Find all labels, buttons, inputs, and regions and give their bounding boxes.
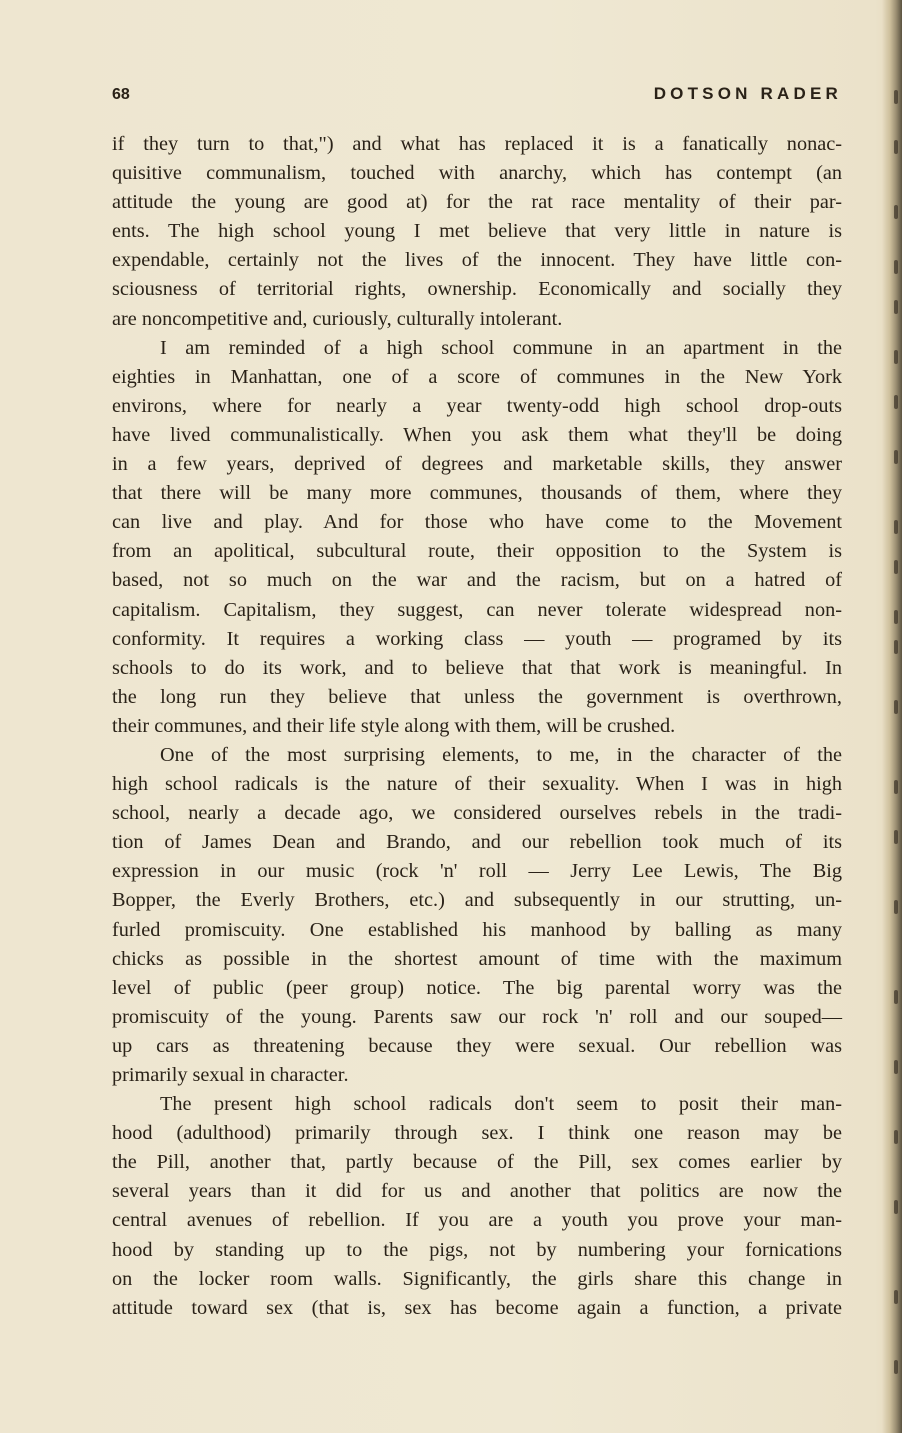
text-line: hood by standing up to the pigs, not by numbering your fornications [112, 1238, 842, 1261]
text-line: eighties in Manhattan, one of a score of communes in the New York [112, 365, 842, 388]
text-line: chicks as possible in the shortest amount of time with the maximum [112, 947, 842, 970]
text-line: conformity. It requires a working class — youth — programed by its [112, 627, 842, 650]
edge-mark [894, 260, 898, 274]
text-line: have lived communalistically. When you ask them what they'll be doing [112, 423, 842, 446]
text-line: ents. The high school young I met believe that very little in nature is [112, 220, 842, 243]
page-number: 68 [112, 86, 130, 103]
edge-mark [894, 205, 898, 219]
text-line: furled promiscuity. One established his manhood by balling as many [112, 918, 842, 941]
text-line: school, nearly a decade ago, we considered ourselves rebels in the tradi- [112, 802, 842, 825]
text-line: hood (adulthood) primarily through sex. I think one reason may be [112, 1122, 842, 1145]
text-line: can live and play. And for those who have come to the Movement [112, 511, 842, 534]
edge-mark [894, 450, 898, 464]
edge-mark [894, 610, 898, 624]
text-line: that there will be many more communes, thousands of them, where they [112, 482, 842, 505]
edge-mark [894, 1060, 898, 1074]
text-line: the long run they believe that unless the government is overthrown, [112, 685, 842, 708]
edge-mark [894, 395, 898, 409]
page-edge-shadow [882, 0, 902, 1433]
edge-mark [894, 1130, 898, 1144]
edge-mark [894, 830, 898, 844]
text-line: expression in our music (rock 'n' roll — Jerry Lee Lewis, The Big [112, 860, 842, 883]
text-line: promiscuity of the young. Parents saw our rock 'n' roll and our souped— [112, 1005, 842, 1028]
text-line: up cars as threatening because they were sexual. Our rebellion was [112, 1034, 842, 1057]
text-line: central avenues of rebellion. If you are a youth you prove your man- [112, 1209, 842, 1232]
text-line: The present high school radicals don't seem to posit their man- [160, 1093, 842, 1116]
page-header [112, 84, 842, 108]
edge-mark [894, 1200, 898, 1214]
edge-mark [894, 990, 898, 1004]
text-line: expendable, certainly not the lives of the innocent. They have little con- [112, 249, 842, 272]
edge-mark [894, 1290, 898, 1304]
text-line: from an apolitical, subcultural route, their opposition to the System is [112, 540, 842, 563]
text-line: are noncompetitive and, curiously, culturally intolerant. [112, 307, 563, 330]
text-line: schools to do its work, and to believe that that work is meaningful. In [112, 656, 842, 679]
text-line: sciousness of territorial rights, ownership. Economically and socially they [112, 278, 842, 301]
text-line: the Pill, another that, partly because of the Pill, sex comes earlier by [112, 1151, 842, 1174]
text-line: One of the most surprising elements, to me, in the character of the [160, 743, 842, 766]
edge-mark [894, 520, 898, 534]
text-line: attitude toward sex (that is, sex has become again a function, a private [112, 1296, 842, 1319]
edge-mark [894, 780, 898, 794]
text-line: in a few years, deprived of degrees and marketable skills, they answer [112, 453, 842, 476]
text-line: environs, where for nearly a year twenty-odd high school drop-outs [112, 394, 842, 417]
text-line: level of public (peer group) notice. The big parental worry was the [112, 976, 842, 999]
text-line: I am reminded of a high school commune in an apartment in the [160, 336, 842, 359]
running-head: DOTSON RADER [653, 84, 842, 103]
text-line: Bopper, the Everly Brothers, etc.) and subsequently in our strutting, un- [112, 889, 842, 912]
edge-mark [894, 700, 898, 714]
edge-mark [894, 560, 898, 574]
edge-mark [894, 90, 898, 104]
text-line: based, not so much on the war and the racism, but on a hatred of [112, 569, 842, 592]
text-line: their communes, and their life style along with them, will be crushed. [112, 714, 676, 737]
text-line: quisitive communalism, touched with anarchy, which has contempt (an [112, 162, 842, 185]
edge-mark [894, 300, 898, 314]
text-line: high school radicals is the nature of their sexuality. When I was in high [112, 773, 842, 796]
text-line: attitude the young are good at) for the rat race mentality of their par- [112, 191, 842, 214]
text-line: tion of James Dean and Brando, and our rebellion took much of its [112, 831, 842, 854]
edge-mark [894, 350, 898, 364]
text-line: on the locker room walls. Significantly, the girls share this change in [112, 1267, 842, 1290]
body-text [112, 130, 842, 1323]
text-line: capitalism. Capitalism, they suggest, can never tolerate widespread non- [112, 598, 842, 621]
edge-mark [894, 640, 898, 654]
edge-mark [894, 1360, 898, 1374]
text-line: several years than it did for us and another that politics are now the [112, 1180, 842, 1203]
text-line: if they turn to that,") and what has replaced it is a fanatically nonac- [112, 133, 842, 155]
edge-mark [894, 140, 898, 154]
text-line: primarily sexual in character. [112, 1064, 349, 1086]
edge-mark [894, 900, 898, 914]
